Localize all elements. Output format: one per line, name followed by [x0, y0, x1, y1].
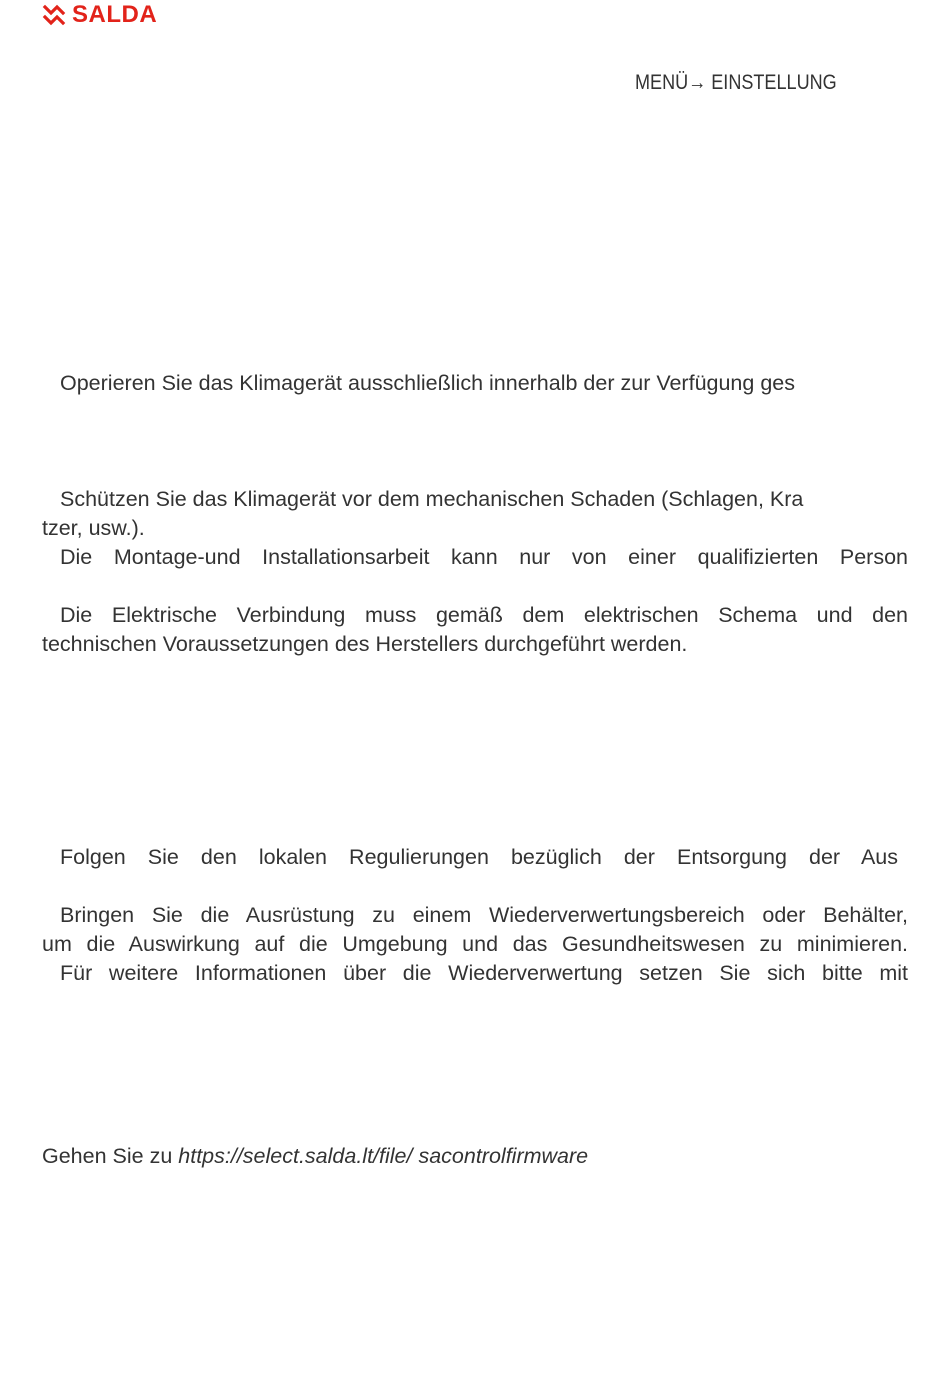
salda-logo: [42, 1, 158, 28]
text-line: Schützen Sie das Klimagerät vor dem mechanischen Schaden (Schlagen, Kra: [60, 487, 804, 511]
text-line: Die Montage-und Installationsarbeit kann nur von einer qualifizierten Person: [60, 545, 908, 569]
paragraph-electric: [42, 601, 908, 659]
logo-text: SALDA: [72, 1, 158, 28]
text-line: Folgen Sie den lokalen Regulierungen bezüglich der Entsorgung der Aus: [60, 845, 898, 869]
paragraph-protect: [42, 485, 908, 543]
firmware-line: [42, 1142, 908, 1171]
paragraph-more-info: [42, 959, 908, 988]
paragraph-montage: [42, 543, 908, 572]
text-line: Operieren Sie das Klimagerät ausschließlich innerhalb der zur Verfügung ges: [60, 371, 795, 395]
text-line: technischen Voraussetzungen des Herstellers durchgeführt werden.: [42, 632, 688, 656]
paragraph-recycle: [42, 901, 908, 959]
paragraph-operate: [42, 369, 908, 398]
text-line: Bringen Sie die Ausrüstung zu einem Wiederverwertungsbereich oder Behälter,: [60, 903, 908, 927]
text-line: Für weitere Informationen über die Wiederverwertung setzen Sie sich bitte mit: [60, 961, 908, 985]
paragraph-local-regulations: [42, 843, 908, 872]
text-line: tzer, usw.).: [42, 516, 145, 540]
firmware-url[interactable]: https://select.salda.lt/file/ sacontrolfirmware: [178, 1144, 589, 1168]
firmware-prefix: Gehen Sie zu: [42, 1144, 173, 1168]
breadcrumb: MENÜ→ EINSTELLUNG: [635, 71, 837, 94]
salda-logo-icon: [42, 4, 66, 26]
text-line: Die Elektrische Verbindung muss gemäß dem elektrischen Schema und den: [60, 603, 908, 627]
text-line: um die Auswirkung auf die Umgebung und das Gesundheitswesen zu minimieren.: [42, 932, 908, 956]
